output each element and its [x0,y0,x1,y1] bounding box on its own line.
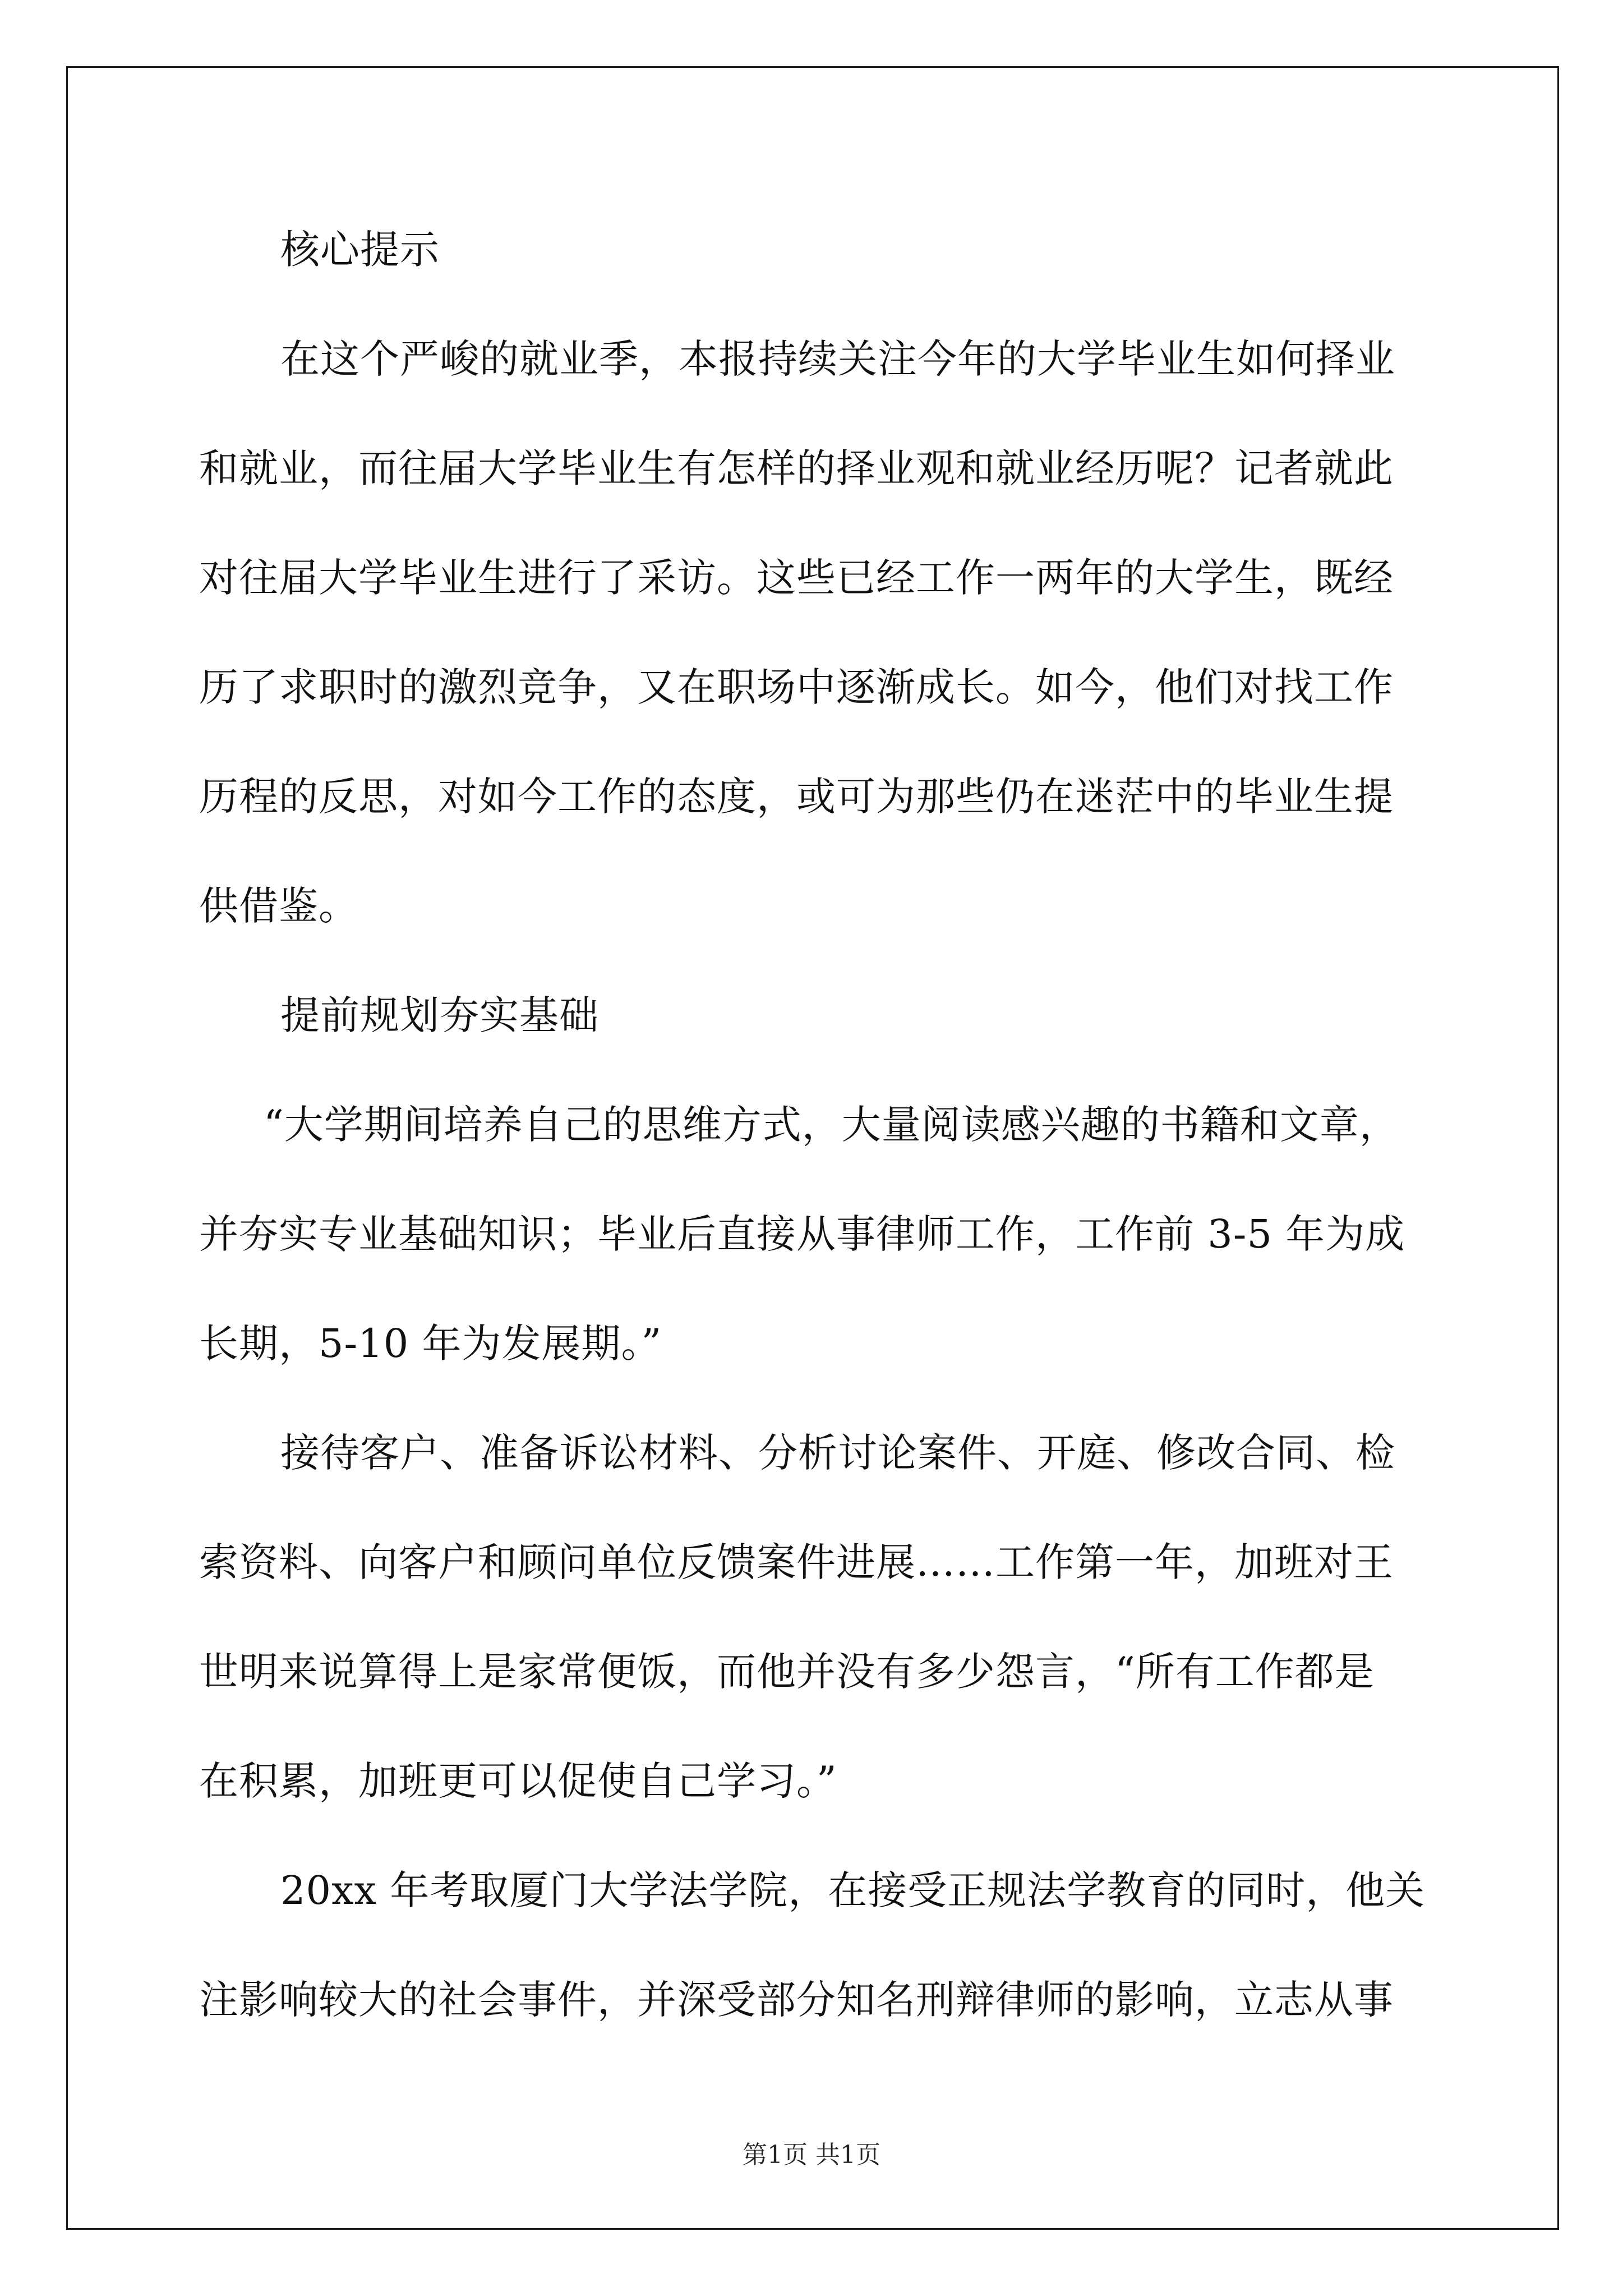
paragraph-line: “大学期间培养自己的思维方式，大量阅读感兴趣的书籍和文章， [264,1102,1399,1148]
page-footer: 第1页 共1页 [743,2141,880,2169]
paragraph-line: 供借鉴。 [199,883,358,929]
paragraph-line: 在这个严峻的就业季，本报持续关注今年的大学毕业生如何择业 [280,336,1395,382]
paragraph-line: 注影响较大的社会事件，并深受部分知名刑辩律师的影响，立志从事 [199,1977,1394,2023]
paragraph-line: 和就业，而往届大学毕业生有怎样的择业观和就业经历呢？记者就此 [199,445,1394,491]
paragraph-line: 接待客户、准备诉讼材料、分析讨论案件、开庭、修改合同、检 [280,1430,1395,1476]
paragraph-line: 对往届大学毕业生进行了采访。这些已经工作一两年的大学生，既经 [199,555,1394,601]
heading-core-tips: 核心提示 [280,227,440,273]
paragraph-line: 历程的反思，对如今工作的态度，或可为那些仍在迷茫中的毕业生提 [199,774,1394,820]
paragraph-line: 历了求职时的激烈竞争，又在职场中逐渐成长。如今，他们对找工作 [199,664,1394,710]
paragraph-line: 并夯实专业基础知识；毕业后直接从事律师工作，工作前 3-5 年为成 [199,1211,1405,1257]
section-heading: 提前规划夯实基础 [280,992,599,1038]
paragraph-line: 长期，5-10 年为发展期。” [199,1320,662,1366]
paragraph-line: 世明来说算得上是家常便饭，而他并没有多少怨言，“所有工作都是 [199,1649,1375,1695]
paragraph-line: 在积累，加班更可以促使自己学习。” [199,1758,837,1804]
paragraph-line: 索资料、向客户和顾问单位反馈案件进展……工作第一年，加班对王 [199,1539,1394,1585]
paragraph-line: 20xx 年考取厦门大学法学院，在接受正规法学教育的同时，他关 [280,1867,1426,1913]
